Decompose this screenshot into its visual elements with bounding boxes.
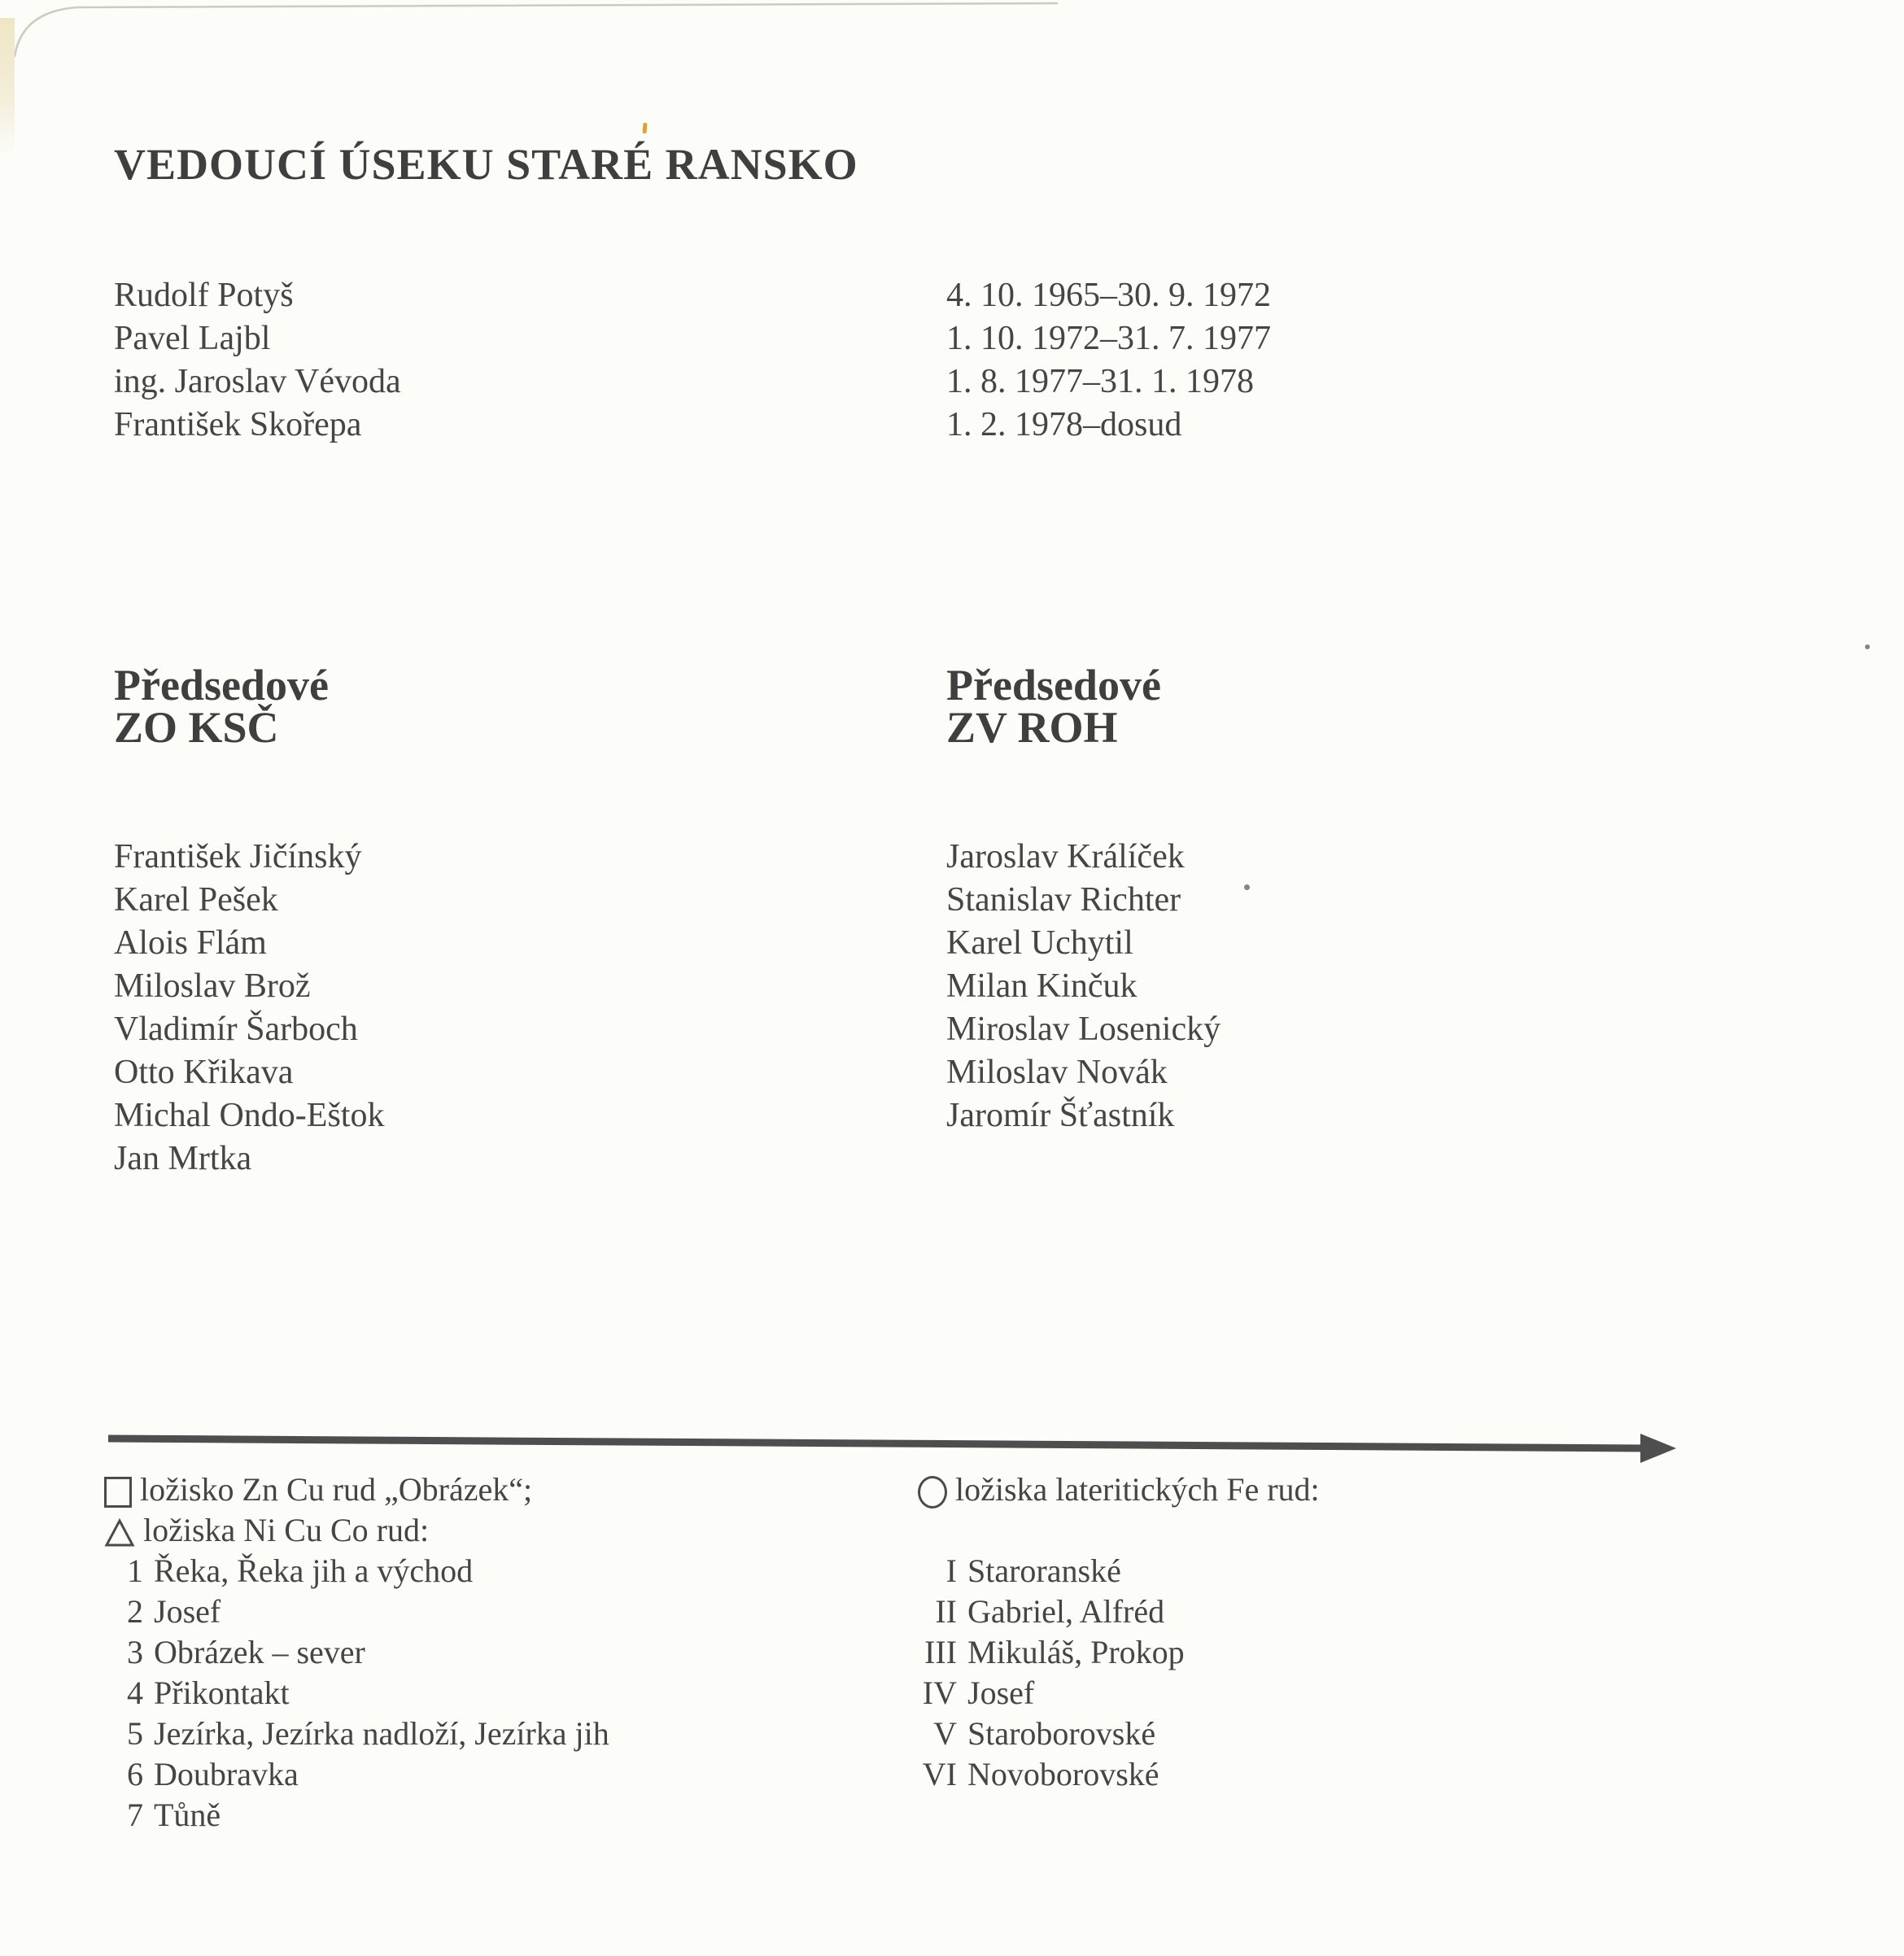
member-name: Jaromír Šťastník: [946, 1097, 1175, 1134]
legend-item: [104, 1591, 609, 1632]
legend-item: [104, 1754, 609, 1795]
section-heading-zv-roh: [946, 661, 1161, 752]
member-name: Otto Křikava: [114, 1054, 294, 1091]
member-name: Jaroslav Králíček: [946, 838, 1185, 875]
section-heading-line: ZV ROH: [946, 703, 1118, 752]
leader-period: 4. 10. 1965–30. 9. 1972: [946, 277, 1271, 314]
member-name: Miloslav Brož: [114, 967, 311, 1005]
legend-item-label: Obrázek – sever: [154, 1634, 365, 1670]
member-name: Karel Pešek: [114, 881, 278, 919]
legend-spacer: [918, 1510, 1320, 1551]
legend-left-column: [104, 1469, 609, 1836]
legend-label: ložiska lateritických Fe rud:: [955, 1471, 1320, 1508]
legend-item-numeral: II: [935, 1593, 957, 1630]
legend-item-numeral: IV: [922, 1674, 957, 1711]
section-heading-line: ZO KSČ: [114, 703, 279, 752]
legend-item: [104, 1714, 609, 1754]
leader-name: Rudolf Potyš: [114, 277, 294, 314]
member-name: Milan Kinčuk: [946, 967, 1138, 1005]
scan-speck: [643, 123, 648, 133]
legend-item-label: Staroborovské: [967, 1715, 1156, 1752]
legend-item-number: 7: [127, 1797, 143, 1833]
triangle-icon: [104, 1518, 135, 1548]
member-name: Stanislav Richter: [946, 881, 1181, 919]
page-title: VEDOUCÍ ÚSEKU STARÉ RANSKO: [114, 140, 858, 189]
legend-item-numeral: V: [933, 1715, 957, 1752]
leader-name: Pavel Lajbl: [114, 320, 271, 357]
legend-item-number: 6: [127, 1756, 143, 1792]
legend-item: [104, 1795, 609, 1836]
member-name: Jan Mrtka: [114, 1140, 252, 1177]
legend-item-label: Josef: [154, 1593, 221, 1630]
legend-item-label: Josef: [967, 1674, 1035, 1711]
section-heading-line: Předsedové: [946, 661, 1161, 709]
legend-item-number: 3: [127, 1634, 143, 1670]
legend-item-label: Jezírka, Jezírka nadloží, Jezírka jih: [154, 1715, 609, 1752]
legend-item-label: Přikontakt: [154, 1674, 290, 1711]
leader-period: 1. 2. 1978–dosud: [946, 406, 1182, 443]
member-name: Vladimír Šarboch: [114, 1011, 358, 1048]
member-name: Miroslav Losenický: [946, 1011, 1221, 1048]
legend-item-number: 4: [127, 1674, 143, 1711]
scan-dot: [1865, 644, 1870, 649]
legend-item-number: 5: [127, 1715, 143, 1752]
square-icon: [104, 1477, 132, 1508]
member-name: František Jičínský: [114, 838, 362, 875]
legend-item-number: 1: [127, 1552, 143, 1589]
legend-item-numeral: III: [924, 1634, 957, 1670]
leader-name: František Skořepa: [114, 406, 362, 443]
leaders-name-list: [114, 274, 401, 447]
page-edge-line: [0, 0, 1139, 65]
member-list-zo-ksc: [114, 836, 384, 1181]
legend-right-column: [918, 1469, 1320, 1795]
leader-period: 1. 8. 1977–31. 1. 1978: [946, 363, 1254, 400]
leaders-period-list: [946, 274, 1271, 447]
legend-item: [918, 1754, 1320, 1795]
legend-item-numeral: VI: [922, 1756, 957, 1792]
page-edge-shadow: [0, 18, 15, 156]
legend-label: ložiska Ni Cu Co rud:: [143, 1512, 430, 1548]
legend-circle-row: [918, 1469, 1320, 1510]
scan-dot: [1244, 884, 1250, 890]
legend-item: [104, 1551, 609, 1591]
legend-item-numeral: I: [945, 1552, 957, 1589]
legend-item-label: Řeka, Řeka jih a východ: [154, 1552, 474, 1589]
member-list-zv-roh: [946, 836, 1221, 1137]
legend-triangle-row: [104, 1510, 609, 1551]
legend-item-label: Tůně: [154, 1797, 221, 1833]
legend-label: ložisko Zn Cu rud „Obrázek“;: [140, 1471, 533, 1508]
member-name: Michal Ondo-Eštok: [114, 1097, 385, 1134]
legend-item: [918, 1591, 1320, 1632]
legend-square-row: [104, 1469, 609, 1510]
legend-item-label: Doubravka: [154, 1756, 299, 1792]
legend-item: [918, 1551, 1320, 1591]
timeline-arrow: [104, 1424, 1687, 1469]
circle-icon: [918, 1476, 947, 1508]
leader-period: 1. 10. 1972–31. 7. 1977: [946, 320, 1271, 357]
section-heading-line: Předsedové: [114, 661, 329, 709]
leader-name: ing. Jaroslav Vévoda: [114, 363, 401, 400]
legend-item: [918, 1673, 1320, 1714]
legend-item-label: Staroranské: [967, 1552, 1121, 1589]
member-name: Karel Uchytil: [946, 924, 1133, 962]
legend-item: [918, 1632, 1320, 1673]
legend-item-label: Gabriel, Alfréd: [967, 1593, 1165, 1630]
legend-item: [104, 1673, 609, 1714]
legend-item-label: Mikuláš, Prokop: [967, 1634, 1185, 1670]
legend-item: [104, 1632, 609, 1673]
section-heading-zo-ksc: [114, 661, 329, 752]
legend-item-number: 2: [127, 1593, 143, 1630]
legend-item: [918, 1714, 1320, 1754]
member-name: Miloslav Novák: [946, 1054, 1168, 1091]
member-name: Alois Flám: [114, 924, 267, 962]
legend-item-label: Novoborovské: [967, 1756, 1159, 1792]
